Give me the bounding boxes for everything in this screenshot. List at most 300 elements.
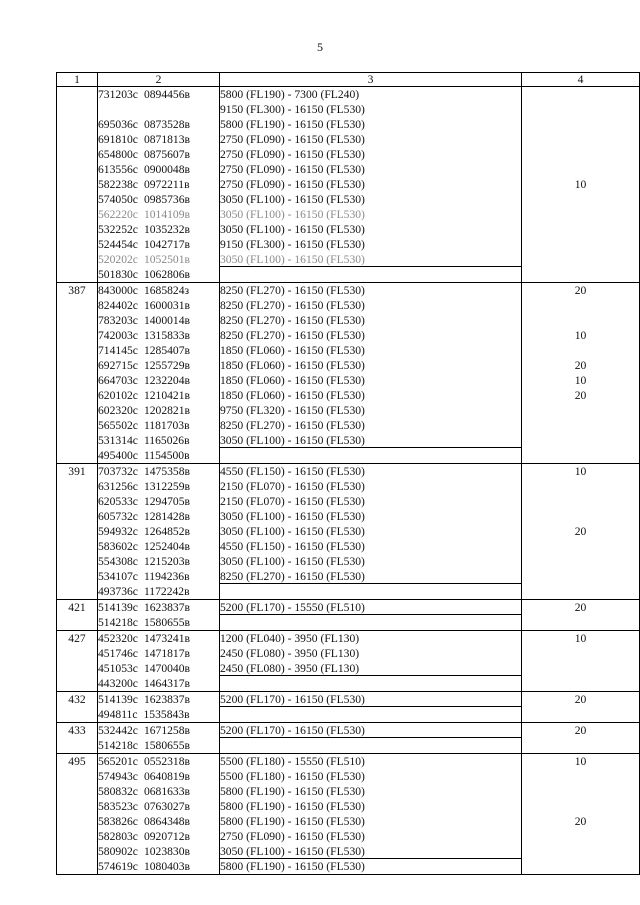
longitude: 1052501в <box>143 253 190 266</box>
group-id <box>57 373 98 388</box>
table-row <box>57 844 640 859</box>
value-cell <box>522 569 640 584</box>
latitude: 594932с <box>98 525 138 538</box>
group-id <box>57 509 98 524</box>
altitude-range <box>220 738 522 754</box>
altitude-range: 3050 (FL100) - 16150 (FL530) <box>220 524 522 539</box>
longitude: 1014109в <box>143 208 190 221</box>
latitude: 583523с <box>98 800 138 813</box>
table-row <box>57 754 640 770</box>
latitude: 691810с <box>98 133 138 146</box>
latitude: 501830с <box>98 268 138 281</box>
latitude: 451746с <box>98 647 138 660</box>
latitude: 514139с <box>98 693 138 706</box>
group-id: 433 <box>57 723 98 739</box>
table-row <box>57 433 640 448</box>
coordinate-cell <box>98 723 220 739</box>
table-row <box>57 328 640 343</box>
airspace-table <box>56 72 640 875</box>
group-id <box>57 799 98 814</box>
coordinate-cell <box>98 162 220 177</box>
latitude: 532252с <box>98 223 138 236</box>
altitude-range: 5500 (FL180) - 16150 (FL530) <box>220 769 522 784</box>
coordinate-cell <box>98 479 220 494</box>
table-row <box>57 509 640 524</box>
group-id <box>57 859 98 875</box>
group-id <box>57 313 98 328</box>
latitude: 605732с <box>98 510 138 523</box>
group-id <box>57 252 98 267</box>
coordinate-cell <box>98 646 220 661</box>
table-row <box>57 343 640 358</box>
altitude-range: 8250 (FL270) - 16150 (FL530) <box>220 283 522 299</box>
value-cell <box>522 479 640 494</box>
altitude-range <box>220 448 522 464</box>
table-row <box>57 162 640 177</box>
table-row <box>57 222 640 237</box>
coordinate-cell <box>98 87 220 103</box>
coordinate-cell <box>98 267 220 283</box>
coordinate-cell <box>98 784 220 799</box>
table-row <box>57 207 640 222</box>
value-cell <box>522 222 640 237</box>
coordinate-cell <box>98 631 220 647</box>
altitude-range: 1850 (FL060) - 16150 (FL530) <box>220 388 522 403</box>
latitude: 574943с <box>98 770 138 783</box>
latitude: 620533с <box>98 495 138 508</box>
value-cell <box>522 509 640 524</box>
latitude: 565502с <box>98 419 138 432</box>
latitude: 520202с <box>98 253 138 266</box>
altitude-range: 2450 (FL080) - 3950 (FL130) <box>220 661 522 676</box>
value-cell: 20 <box>522 358 640 373</box>
value-cell <box>522 162 640 177</box>
group-id <box>57 844 98 859</box>
table-row <box>57 829 640 844</box>
table-row <box>57 403 640 418</box>
altitude-range: 3050 (FL100) - 16150 (FL530) <box>220 222 522 237</box>
group-id <box>57 192 98 207</box>
value-cell: 10 <box>522 631 640 647</box>
longitude: 1580655в <box>143 616 190 629</box>
longitude: 0763027в <box>143 800 190 813</box>
group-id <box>57 784 98 799</box>
altitude-range: 5800 (FL190) - 16150 (FL530) <box>220 859 522 875</box>
coordinate-cell <box>98 207 220 222</box>
group-id <box>57 539 98 554</box>
group-id <box>57 328 98 343</box>
group-id <box>57 237 98 252</box>
table-row <box>57 479 640 494</box>
coordinate-cell <box>98 222 220 237</box>
coordinate-cell <box>98 814 220 829</box>
longitude: 1685824з <box>143 284 190 297</box>
table-group <box>57 692 640 723</box>
longitude: 1042717в <box>143 238 190 251</box>
value-cell <box>522 433 640 448</box>
latitude: 742003с <box>98 329 138 342</box>
group-id <box>57 177 98 192</box>
coordinate-cell <box>98 102 220 117</box>
longitude: 0640819в <box>143 770 190 783</box>
table-row <box>57 388 640 403</box>
longitude: 0900048в <box>143 163 190 176</box>
group-id: 387 <box>57 283 98 299</box>
altitude-range: 8250 (FL270) - 16150 (FL530) <box>220 328 522 343</box>
coordinate-cell <box>98 494 220 509</box>
group-id: 391 <box>57 464 98 480</box>
value-cell <box>522 844 640 859</box>
longitude: 1600031в <box>143 299 190 312</box>
value-cell <box>522 267 640 283</box>
table-row <box>57 132 640 147</box>
coordinate-cell <box>98 373 220 388</box>
coordinate-cell <box>98 509 220 524</box>
column-header: 1 <box>57 73 98 87</box>
value-cell <box>522 676 640 692</box>
altitude-range: 5800 (FL190) - 16150 (FL530) <box>220 784 522 799</box>
longitude: 0864348в <box>143 815 190 828</box>
value-cell <box>522 615 640 631</box>
latitude: 582238с <box>98 178 138 191</box>
latitude: 664703с <box>98 374 138 387</box>
group-id: 432 <box>57 692 98 708</box>
value-cell: 10 <box>522 464 640 480</box>
value-cell <box>522 494 640 509</box>
altitude-range <box>220 707 522 723</box>
latitude: 565201с <box>98 755 138 768</box>
page-number: 5 <box>317 40 323 54</box>
value-cell <box>522 707 640 723</box>
value-cell <box>522 87 640 103</box>
coordinate-cell <box>98 177 220 192</box>
longitude: 1315833в <box>143 329 190 342</box>
latitude: 731203с <box>98 88 138 101</box>
latitude: 451053с <box>98 662 138 675</box>
coordinate-cell <box>98 343 220 358</box>
table-row <box>57 600 640 616</box>
altitude-range: 2750 (FL090) - 16150 (FL530) <box>220 829 522 844</box>
value-cell <box>522 584 640 600</box>
altitude-range: 3050 (FL100) - 16150 (FL530) <box>220 433 522 448</box>
coordinate-cell <box>98 569 220 584</box>
group-id <box>57 418 98 433</box>
table-row <box>57 692 640 708</box>
value-cell <box>522 252 640 267</box>
longitude: 1400014в <box>143 314 190 327</box>
column-header: 3 <box>220 73 522 87</box>
value-cell <box>522 646 640 661</box>
table-row <box>57 799 640 814</box>
table-group <box>57 600 640 631</box>
longitude: 1475358в <box>143 465 190 478</box>
group-id <box>57 298 98 313</box>
altitude-range <box>220 615 522 631</box>
table-row <box>57 738 640 754</box>
table-row <box>57 615 640 631</box>
longitude: 1232204в <box>143 374 190 387</box>
coordinate-cell <box>98 358 220 373</box>
latitude: 582803с <box>98 830 138 843</box>
altitude-range: 8250 (FL270) - 16150 (FL530) <box>220 298 522 313</box>
coordinate-cell <box>98 418 220 433</box>
group-id <box>57 147 98 162</box>
longitude: 0871813в <box>143 133 190 146</box>
longitude: 0920712в <box>143 830 190 843</box>
group-id <box>57 102 98 117</box>
altitude-range: 2750 (FL090) - 16150 (FL530) <box>220 177 522 192</box>
group-id <box>57 569 98 584</box>
longitude: 0873528в <box>143 118 190 131</box>
altitude-range: 3050 (FL100) - 16150 (FL530) <box>220 844 522 859</box>
longitude: 1252404в <box>143 540 190 553</box>
group-id <box>57 615 98 631</box>
altitude-range: 2150 (FL070) - 16150 (FL530) <box>220 479 522 494</box>
value-cell: 10 <box>522 373 640 388</box>
table-row <box>57 859 640 875</box>
coordinate-cell <box>98 117 220 132</box>
table-row <box>57 373 640 388</box>
latitude: 580902с <box>98 845 138 858</box>
table-row <box>57 769 640 784</box>
group-id <box>57 646 98 661</box>
latitude: 532442с <box>98 724 138 737</box>
coordinate-cell <box>98 676 220 692</box>
group-id <box>57 358 98 373</box>
column-header: 2 <box>98 73 220 87</box>
value-cell <box>522 448 640 464</box>
latitude: 443200с <box>98 677 138 690</box>
altitude-range: 3050 (FL100) - 16150 (FL530) <box>220 252 522 267</box>
coordinate-cell <box>98 388 220 403</box>
group-id <box>57 494 98 509</box>
table-row <box>57 554 640 569</box>
coordinate-cell <box>98 692 220 708</box>
longitude: 1623837в <box>143 601 190 614</box>
altitude-range: 3050 (FL100) - 16150 (FL530) <box>220 509 522 524</box>
table-row <box>57 814 640 829</box>
table-group <box>57 723 640 754</box>
table-row <box>57 147 640 162</box>
altitude-range: 5800 (FL190) - 16150 (FL530) <box>220 799 522 814</box>
value-cell: 20 <box>522 723 640 739</box>
table-row <box>57 584 640 600</box>
longitude: 1294705в <box>143 495 190 508</box>
latitude: 580832с <box>98 785 138 798</box>
latitude: 514218с <box>98 616 138 629</box>
table-row <box>57 177 640 192</box>
coordinate-cell <box>98 328 220 343</box>
altitude-range: 3050 (FL100) - 16150 (FL530) <box>220 554 522 569</box>
altitude-range: 1850 (FL060) - 16150 (FL530) <box>220 343 522 358</box>
coordinate-cell <box>98 433 220 448</box>
coordinate-cell <box>98 192 220 207</box>
value-cell <box>522 539 640 554</box>
table-group <box>57 87 640 283</box>
coordinate-cell <box>98 600 220 616</box>
longitude: 1165026в <box>143 434 190 447</box>
coordinate-cell <box>98 283 220 299</box>
group-id <box>57 222 98 237</box>
group-id <box>57 661 98 676</box>
group-id <box>57 132 98 147</box>
longitude: 0552318в <box>143 755 190 768</box>
latitude: 843000с <box>98 284 138 297</box>
table-group <box>57 631 640 692</box>
value-cell <box>522 769 640 784</box>
value-cell <box>522 418 640 433</box>
coordinate-cell <box>98 147 220 162</box>
longitude: 1285407в <box>143 344 190 357</box>
longitude: 0894456в <box>143 88 190 101</box>
longitude: 0681633в <box>143 785 190 798</box>
group-id <box>57 479 98 494</box>
value-cell: 10 <box>522 177 640 192</box>
group-id <box>57 388 98 403</box>
value-cell <box>522 403 640 418</box>
table-row <box>57 464 640 480</box>
altitude-range <box>220 584 522 600</box>
coordinate-cell <box>98 448 220 464</box>
longitude: 1023830в <box>143 845 190 858</box>
altitude-range: 9750 (FL320) - 16150 (FL530) <box>220 403 522 418</box>
value-cell <box>522 859 640 875</box>
coordinate-cell <box>98 464 220 480</box>
table-row <box>57 298 640 313</box>
value-cell <box>522 313 640 328</box>
coordinate-cell <box>98 844 220 859</box>
latitude: 695036с <box>98 118 138 131</box>
longitude: 0972211в <box>143 178 190 191</box>
value-cell <box>522 237 640 252</box>
longitude: 1580655в <box>143 739 190 752</box>
table-row <box>57 539 640 554</box>
column-header: 4 <box>522 73 640 87</box>
table-row <box>57 87 640 103</box>
coordinate-cell <box>98 539 220 554</box>
altitude-range: 9150 (FL300) - 16150 (FL530) <box>220 237 522 252</box>
table-row <box>57 494 640 509</box>
latitude: 494811с <box>98 708 138 721</box>
latitude: 583602с <box>98 540 138 553</box>
group-id <box>57 207 98 222</box>
latitude: 574050с <box>98 193 138 206</box>
altitude-range: 1850 (FL060) - 16150 (FL530) <box>220 373 522 388</box>
altitude-range: 5200 (FL170) - 16150 (FL530) <box>220 723 522 739</box>
latitude: 554308с <box>98 555 138 568</box>
longitude: 1473241в <box>143 632 190 645</box>
altitude-range: 9150 (FL300) - 16150 (FL530) <box>220 102 522 117</box>
group-id <box>57 829 98 844</box>
group-id <box>57 554 98 569</box>
longitude: 1035232в <box>143 223 190 236</box>
group-id <box>57 584 98 600</box>
table-header <box>57 73 640 87</box>
longitude: 1281428в <box>143 510 190 523</box>
latitude: 824402с <box>98 299 138 312</box>
value-cell: 20 <box>522 388 640 403</box>
latitude: 452320с <box>98 632 138 645</box>
coordinate-cell <box>98 859 220 875</box>
altitude-range: 5200 (FL170) - 16150 (FL530) <box>220 692 522 708</box>
latitude: 620102с <box>98 389 138 402</box>
coordinate-cell <box>98 738 220 754</box>
group-id <box>57 117 98 132</box>
table-row <box>57 784 640 799</box>
coordinate-cell <box>98 403 220 418</box>
longitude: 1181703в <box>143 419 190 432</box>
table-row <box>57 448 640 464</box>
longitude: 0985736в <box>143 193 190 206</box>
latitude: 602320с <box>98 404 138 417</box>
latitude: 613556с <box>98 163 138 176</box>
group-id <box>57 162 98 177</box>
group-id <box>57 87 98 103</box>
table-row <box>57 283 640 299</box>
longitude: 1215203в <box>143 555 190 568</box>
table-row <box>57 192 640 207</box>
coordinate-cell <box>98 524 220 539</box>
group-id <box>57 524 98 539</box>
latitude: 631256с <box>98 480 138 493</box>
table-row <box>57 102 640 117</box>
value-cell <box>522 132 640 147</box>
coordinate-cell <box>98 707 220 723</box>
table-row <box>57 418 640 433</box>
longitude: 1202821в <box>143 404 190 417</box>
latitude: 783203с <box>98 314 138 327</box>
latitude: 495400с <box>98 449 138 462</box>
table-row <box>57 117 640 132</box>
table-row <box>57 267 640 283</box>
longitude: 1210421в <box>143 389 190 402</box>
coordinate-cell <box>98 584 220 600</box>
value-cell <box>522 738 640 754</box>
group-id <box>57 403 98 418</box>
group-id: 495 <box>57 754 98 770</box>
group-id: 427 <box>57 631 98 647</box>
coordinate-cell <box>98 252 220 267</box>
table-row <box>57 524 640 539</box>
coordinate-cell <box>98 554 220 569</box>
table-row <box>57 313 640 328</box>
table-group <box>57 754 640 875</box>
altitude-range: 5800 (FL190) - 16150 (FL530) <box>220 814 522 829</box>
value-cell <box>522 147 640 162</box>
table-group <box>57 464 640 600</box>
table-row <box>57 569 640 584</box>
altitude-range: 8250 (FL270) - 16150 (FL530) <box>220 569 522 584</box>
latitude: 714145с <box>98 344 138 357</box>
table-row <box>57 676 640 692</box>
table-row <box>57 707 640 723</box>
longitude: 1255729в <box>143 359 190 372</box>
value-cell: 20 <box>522 814 640 829</box>
latitude: 514139с <box>98 601 138 614</box>
longitude: 1623837в <box>143 693 190 706</box>
value-cell <box>522 117 640 132</box>
longitude: 0875607в <box>143 148 190 161</box>
altitude-range <box>220 676 522 692</box>
table-group <box>57 283 640 464</box>
coordinate-cell <box>98 769 220 784</box>
value-cell <box>522 661 640 676</box>
altitude-range: 8250 (FL270) - 16150 (FL530) <box>220 313 522 328</box>
coordinate-cell <box>98 615 220 631</box>
table-row <box>57 358 640 373</box>
value-cell: 20 <box>522 524 640 539</box>
value-cell <box>522 298 640 313</box>
